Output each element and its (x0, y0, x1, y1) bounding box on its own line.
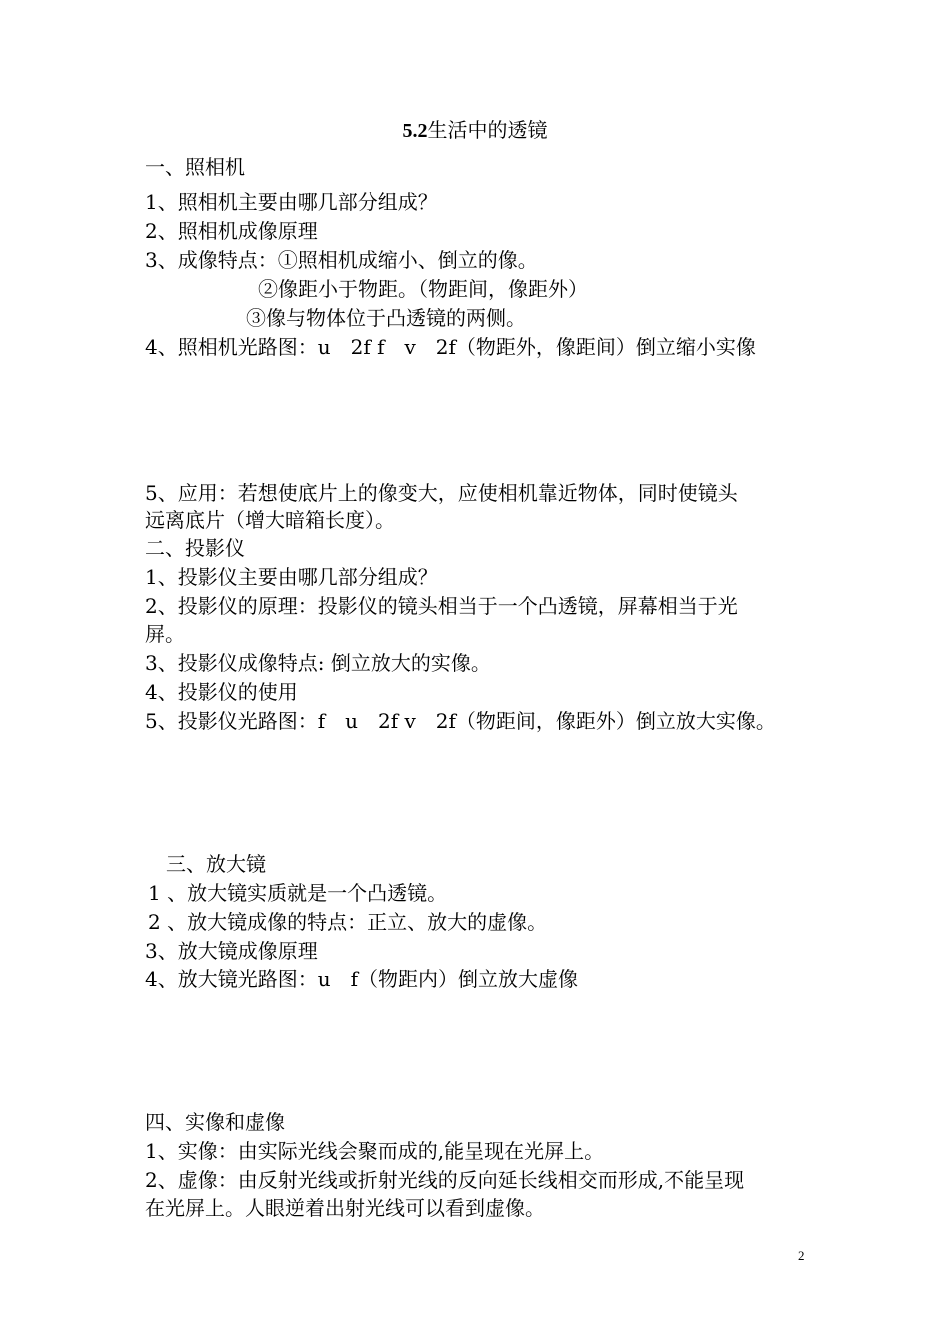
images-line-1: 1、实像：由实际光线会聚而成的,能呈现在光屏上。 (145, 1139, 605, 1163)
section-heading-projector: 二、投影仪 (145, 536, 245, 560)
page-title (0, 118, 950, 143)
page-number: 2 (798, 1248, 805, 1263)
camera-line-2: 2、照相机成像原理 (145, 219, 318, 243)
title-number: 5.2 (402, 120, 428, 142)
section-heading-magnifier: 三、放大镜 (166, 852, 266, 876)
section-heading-camera: 一、照相机 (145, 155, 245, 179)
projector-line-3: 屏。 (145, 622, 185, 646)
projector-line-5: 4、投影仪的使用 (145, 680, 298, 704)
camera-line-4: ②像距小于物距。（物距间，像距外） (258, 277, 588, 301)
images-line-2: 2、虚像：由反射光线或折射光线的反向延长线相交而形成,不能呈现 (145, 1168, 745, 1192)
camera-line-5: ③像与物体位于凸透镜的两侧。 (246, 306, 526, 330)
camera-line-6: 4、照相机光路图：u 2f f v 2f（物距外，像距间）倒立缩小实像 (145, 335, 756, 359)
magnifier-line-4: 4、放大镜光路图：u f（物距内）倒立放大虚像 (145, 967, 579, 991)
projector-line-6: 5、投影仪光路图：f u 2f v 2f（物距间，像距外）倒立放大实像。 (145, 709, 776, 733)
images-line-3: 在光屏上。人眼逆着出射光线可以看到虚像。 (145, 1196, 545, 1220)
magnifier-line-2: 2 、放大镜成像的特点：正立、放大的虚像。 (148, 910, 548, 934)
section-heading-images: 四、实像和虚像 (145, 1110, 285, 1134)
camera-line-3: 3、成像特点：①照相机成缩小、倒立的像。 (145, 248, 538, 272)
title-text: 生活中的透镜 (427, 118, 548, 142)
camera-line-7: 5、应用：若想使底片上的像变大，应使相机靠近物体，同时使镜头 (145, 481, 738, 505)
magnifier-line-1: 1 、放大镜实质就是一个凸透镜。 (148, 881, 448, 905)
camera-line-1: 1、照相机主要由哪几部分组成？ (145, 190, 438, 214)
magnifier-line-3: 3、放大镜成像原理 (145, 939, 318, 963)
projector-line-4: 3、投影仪成像特点: 倒立放大的实像。 (145, 651, 491, 675)
projector-line-1: 1、投影仪主要由哪几部分组成？ (145, 565, 438, 589)
camera-line-8: 远离底片（增大暗箱长度）。 (145, 508, 395, 532)
projector-line-2: 2、投影仪的原理：投影仪的镜头相当于一个凸透镜，屏幕相当于光 (145, 594, 738, 618)
